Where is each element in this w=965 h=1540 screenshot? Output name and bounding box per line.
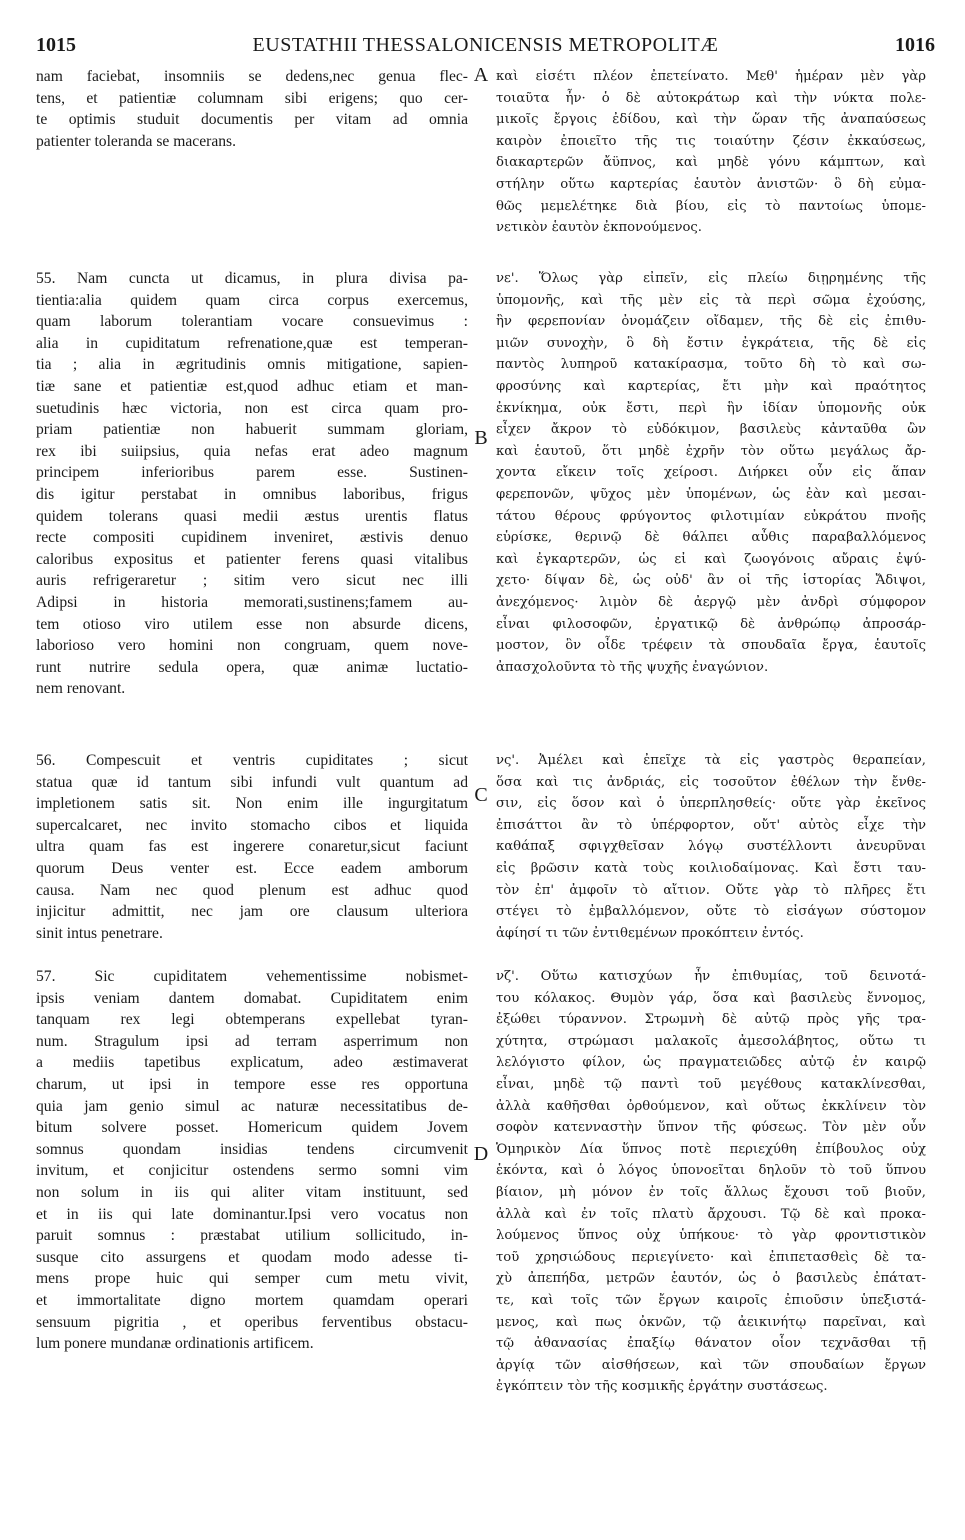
text-line: impletionem satis sit. Non enim ille ingurgitatum [36,795,468,813]
text-line: Adipsi in historia memorati,sustinens;famem au- [36,593,468,611]
text-line: tens, et patientiæ columnam sibi erigens; quo cer- [36,89,468,107]
text-line: τε, καὶ τοῖς τῶν ἔργων καιροῖς ἐπιοῦσιν ὑπεξιστά- [496,1292,926,1308]
text-line: ἀργίᾳ τῶν αἰσθήσεων, καὶ τῶν σπουδαίων ἔργων [496,1357,926,1373]
text-line: sensuum pigritia , et operibus ferventibus obstacu- [36,1313,468,1331]
text-line: εἰς βρῶσιν κατὰ τοὺς κοιλιοδαίμονας. Καὶ ἔστι ταυ- [496,860,926,876]
text-line: supercalcaret, nec invito stomacho cibos et liquida [36,816,468,834]
text-line: τοιαῦτα ἦν· ὁ δὲ αὐτοκράτωρ καὶ τὴν νύκτα πολε- [496,90,926,106]
text-line: principem inferioribus parem esse. Sustinen- [36,464,468,482]
text-line: ἣν φερεπονίαν ὀνομάζειν οἴδαμεν, τῆς δὲ εἰς ἐπιθυ- [496,314,926,330]
text-line: λούμενος ὕπνος οὐχ ὑπήκουε· τὸ γὰρ φροντιστικὸν [496,1228,926,1244]
margin-letter-d: D [473,1143,489,1165]
text-line: paruit somnus : præstabat utilium sollicitudo, in- [36,1227,468,1245]
text-line: μιῶν συνοχὴν, ὃ δὴ ἔστιν ἐγκράτεια, τῆς δὲ εἰς [496,335,926,351]
text-line: runt nutrire sedula opera, quæ animæ luctatio- [36,658,468,676]
text-line: dis igitur perstabat in omnibus laboribus, frigus [36,485,468,503]
text-line: et immortalitate digno mortem quamdam operari [36,1291,468,1309]
greek-paragraph-56 [496,750,926,944]
text-line: auris refrigeraretur ; sitim vero sicut nec illi [36,572,468,590]
text-line: ὑπομονῆς, καὶ τῆς μὲν εἰς τὰ περὶ σῶμα ἐχούσης, [496,292,926,308]
text-line: χὺ ἀπεπήδα, μετρῶν ἑαυτόν, ὡς ὁ βασιλεὺς ἐπάτατ- [496,1271,926,1287]
text-line: tia ; alia in ægritudinis omnis mitigatione, sapien- [36,356,468,374]
text-line: 55. Nam cuncta ut dicamus, in plura divisa pa- [36,270,468,287]
text-line: 56. Compescuit et ventris cupiditates ; sicut [36,752,468,769]
text-line: statua quæ id tantum sibi infundi vult quantum ad [36,773,468,791]
margin-letter-a: A [473,64,489,86]
text-line: nam faciebat, insomniis se dedens,nec genua flec- [36,68,468,85]
text-line: ὅσα καὶ τις ἀνδριάς, εἰς τοσοῦτον ἐθέλων τὴν ἔνθε- [496,774,926,790]
text-line: σιν, εἰς ὅσον καὶ ὁ ὑπερπλησθείς· οὔτε γὰρ ἐκεῖνος [496,796,926,812]
text-line: βίαιον, μὴ μόνον ἐν τοῖς ἄλλως ἔχουσι τοῦ βιοῦν, [496,1184,926,1200]
text-line: suetudinis hæc victoria, non est circa quam pro- [36,399,468,417]
text-line: εἶναι, μηδὲ τῷ παντὶ τοῦ μεγέθους κατακλίνεσθαι, [496,1076,926,1092]
text-line: tiæ sane et patientiæ est,quod adhuc etiam et man- [36,377,468,395]
text-line: μικοῖς ἔργοις ἐδίδου, καὶ τὴν ὥραν τῆς ἀναπαύσεως [496,112,926,128]
text-line: καθάπαξ σφιγχθεῖσαν λόγῳ συστέλλοντι ἀνευρῦναι [496,839,926,855]
text-line: ἐκνίκημα, οὐκ ἔστι, περὶ ἣν ἰδίαν ὑπομονῆς οὐκ [496,400,926,416]
text-line: priam patientiæ non habuerit summam gloriam, [36,421,468,439]
text-line: 57. Sic cupiditatem vehementissime nobismet- [36,968,468,985]
text-line: φερεπονῶν, ψῦχος μὲν ὑπομένων, ὡς ἐὰν καὶ μεσαι- [496,486,926,502]
text-line: νζ'. Οὕτω κατισχύων ἦν ἐπιθυμίας, τοῦ δεινοτά- [496,969,926,984]
text-line: te optimis studuit documentis per vitam ad omnia [36,111,468,129]
text-line: νε'. Ὅλως γὰρ εἰπεῖν, εἰς πλείω διῃρημένης τῆς [496,271,926,286]
text-line: παντὸς λυπηροῦ κατακίρασμα, τοῦτο δὴ τὸ καὶ σω- [496,357,926,373]
page-number-left: 1015 [36,34,76,56]
text-line: χοντα εἴκειν τοῖς χείροσι. Διήρκει οὖν εἰς ἅπαν [496,465,926,481]
text-line: nem renovant. [36,680,126,698]
page-number-right: 1016 [895,34,935,56]
latin-paragraph-55 [36,268,468,700]
text-line: tientia:alia quidem quam circa corpus exercemus, [36,291,468,309]
text-line: bitum solvere posset. Homericum quidem Jovem [36,1119,468,1137]
text-line: laborioso vero homini non congruam, quem nove- [36,637,468,655]
text-line: quia jam genio simul ac naturæ necessitatibus de- [36,1097,468,1115]
text-line: quam laborum tolerantiam vocare consuevimus : [36,313,468,331]
text-line: λελόγιστο φίλον, ὡς πραγματειῶδες αὐτῷ ἐν καιρῷ [496,1055,926,1071]
text-line: quidem tolerans quasi medii æstus urentis flatus [36,507,468,525]
text-line: invitum, et conjicitur ostendens sermo somni vim [36,1162,468,1180]
text-line: θῶς μεμελέτηκε διὰ βίου, εἰς τὸ παντοίως ὑπομε- [496,198,926,214]
text-line: εὑρίσκε, θερινῷ δὲ θάλπει αὖθις παραβαλλόμενος [496,530,926,546]
text-line: στήλην οὕτω καρτερίας ἑαυτὸν ἀνιστῶν· ὃ δὴ εὐμα- [496,176,926,192]
text-line: εἶχεν ἄκρον τὸ εὐδόκιμον, βασιλεὺς κἀνταῦθα ὢν [496,422,926,438]
running-title: EUSTATHII THESSALONICENSIS METROPOLITÆ [252,34,719,56]
text-line: καιρὸν ἐποιεῖτο τῆς τις τοιαύτην ζέσιν ἐκκαύσεως, [496,133,926,149]
margin-letter-c: C [474,784,488,806]
text-line: injicitur admittit, nec jam ore clausum ulteriora [36,903,468,921]
text-line: charum, ut ipsi in tempore esse res opportuna [36,1075,468,1093]
text-line: alia in cupiditatum refrenatione,quæ est temperan- [36,334,468,352]
text-line: καὶ ἐγκαρτερῶν, ὡς εἰ καὶ ζωογόνοις αὔραις ἐψύ- [496,551,926,567]
text-line: εἶναι φιλοσοφῶν, ἐργατικῷ δὲ ἀνθρώπῳ ἀπροσάρ- [496,616,926,632]
text-line: lum ponere mundanæ ordinationis artificem. [36,1335,314,1353]
text-line: ἐξώθει τύραννον. Στρωμνὴ δὲ αὐτῷ πρὸς γῆς τρα- [496,1012,926,1028]
text-line: ἑκόντα, καὶ ὁ λόγος ὑπονοεῖται δηλοῦν τὸ τοῦ ὕπνου [496,1163,926,1179]
latin-paragraph-1 [36,66,468,152]
text-line: somnus quondam insidias tendens circumvenit [36,1140,468,1158]
latin-paragraph-57 [36,966,468,1355]
margin-letter-b: B [474,427,488,449]
text-line: tem otioso viro utilem esse non absurde dicens, [36,615,468,633]
text-line: a mediis tapetibus explicatum, adeo æstimaverat [36,1054,468,1072]
text-line: quorum Deus venter est. Ecce eadem amborum [36,859,468,877]
text-line: χετο· δίψαν δὲ, ὡς οὐδ' ἂν οἱ τῆς ἱστορίας Ἄδιψοι, [496,573,926,589]
text-line: νς'. Ἀμέλει καὶ ἐπεῖχε τὰ εἰς γαστρὸς θεραπείαν, [496,753,926,768]
text-line: mens prope huic qui semper cum metu vivit, [36,1270,468,1288]
text-line: causa. Nam nec quod plenum est adhuc quod [36,881,468,899]
text-line: ἀπασχολοῦντα τὸ τῆς ψυχῆς ἐναγώνιον. [496,659,769,675]
text-line: ἀλλὰ καὶ ἐν τοῖς πλατὺ ἄρχουσι. Τῷ δὲ καὶ προκα- [496,1206,926,1222]
text-line: μοστον, ὃν οἶδε τρέφειν τὰ σπουδαῖα ἔργα, ἑαυτοῖς [496,638,926,654]
text-line: susque cito assurgens et quodam modo adesse ti- [36,1248,468,1266]
text-line: διακαρτερῶν ἄϋπνος, καὶ μηδὲ γόνυ κάμπτων, καὶ [496,155,926,171]
text-line: recte compositi cupidinem inveniret, æstivis denuo [36,529,468,547]
greek-paragraph-1 [496,66,926,239]
text-line: ἀνεχόμενος· λιμὸν δὲ ἀεργῷ μὲν ἀνδρὶ σύμφορον [496,594,926,610]
text-line: rex ibi suiipsius, quia nefas erat adeo magnum [36,442,468,460]
margin-markers [470,0,492,1540]
text-line: et in iis qui late dominantur.Ipsi vero vocatus non [36,1205,468,1223]
text-line: patienter toleranda se macerans. [36,132,237,150]
text-line: ἀλλὰ καθῆσθαι ὀρθούμενον, καὶ οὕτως ἐκκλίνειν τὸν [496,1098,926,1114]
text-line: χύτητα, στρώμασι μαλακοῖς ἀμεσολάβητος, οὕτω τι [496,1033,926,1049]
text-line: του κόλακος. Θυμὸν γάρ, ὅσα καὶ βασιλεὺς ἔννομος, [496,990,926,1006]
text-line: τάτου θέρους φρύγοντος φιλοτιμίαν εὐκράτου πνοῆς [496,508,926,524]
text-line: τὸν ἐπ' ἀμφοῖν τὸ αἴτιον. Οὔτε γὰρ τὸ πλῆρες ἔτι [496,882,926,898]
text-line: καὶ εἰσέτι πλέον ἐπετείνατο. Μεθ' ἡμέραν μὲν γὰρ [496,69,926,84]
text-line: ἀφίησί τι τῶν ἐντιθεμένων προκόπτειν ἐντός. [496,925,804,941]
text-line: μενος, καὶ πως ὀκνῶν, τῷ ἀεικινήτῳ παρεῖναι, καὶ [496,1314,926,1330]
text-line: σοφὸν κατενναστὴν ὕπνον τῆς φύσεως. Τὸν μὲν οὖν [496,1120,926,1136]
text-line: caloribus expositus et patienter ferens quasi vitalibus [36,550,468,568]
latin-paragraph-56 [36,750,468,944]
text-line: ipsis veniam dantem domabat. Cupiditatem enim [36,989,468,1007]
greek-paragraph-57 [496,966,926,1398]
text-line: φροσύνης καὶ καρτερίας, ἔτι μὴν καὶ πραότητος [496,378,926,394]
text-line: ultra quam fas est ingerere conaretur,sicut faciunt [36,838,468,856]
text-line: ἐγκόπτειν τὸν τῆς κοσμικῆς ἐργάτην συστάσεως. [496,1379,828,1395]
greek-paragraph-55 [496,268,926,678]
text-line: non solum in iis qui aliter vitam instituunt, sed [36,1183,468,1201]
text-line: num. Stragulum ipsi ad terram asperrimum non [36,1032,468,1050]
text-line: στέγει τὸ ἐμβαλλόμενον, οὔτε τὸ εἰσάγων σύστομον [496,904,926,920]
text-line: tanquam rex legi obtemperans expellebat tyran- [36,1011,468,1029]
text-line: ἐπισάττοι ἂν τὸ ὑπέρφορτον, οὔτ' αὐτὸς εἶχε τὴν [496,817,926,833]
text-line: καὶ ἑαυτοῦ, ὅτι μηδὲ ἐχρῆν τὸν οὕτω μεγάλως ἄρ- [496,443,926,459]
text-line: τοῦ χρησιώδους περιεγίνετο· καὶ ἐπιπετασθεὶς δὲ τα- [496,1249,926,1265]
text-line: Ὁμηρικὸν Δία ὕπνος ποτὲ περιεχύθη ἐπίβουλος οὐχ [496,1141,926,1157]
text-line: sinit intus penetrare. [36,924,163,942]
text-line: νετικὸν ἑαυτὸν ἐκπονούμενος. [496,220,702,236]
text-line: τῷ ἀθανασίας ἐπαξίῳ θάνατον οἷον τεχνᾶσθαι τῇ [496,1336,926,1352]
